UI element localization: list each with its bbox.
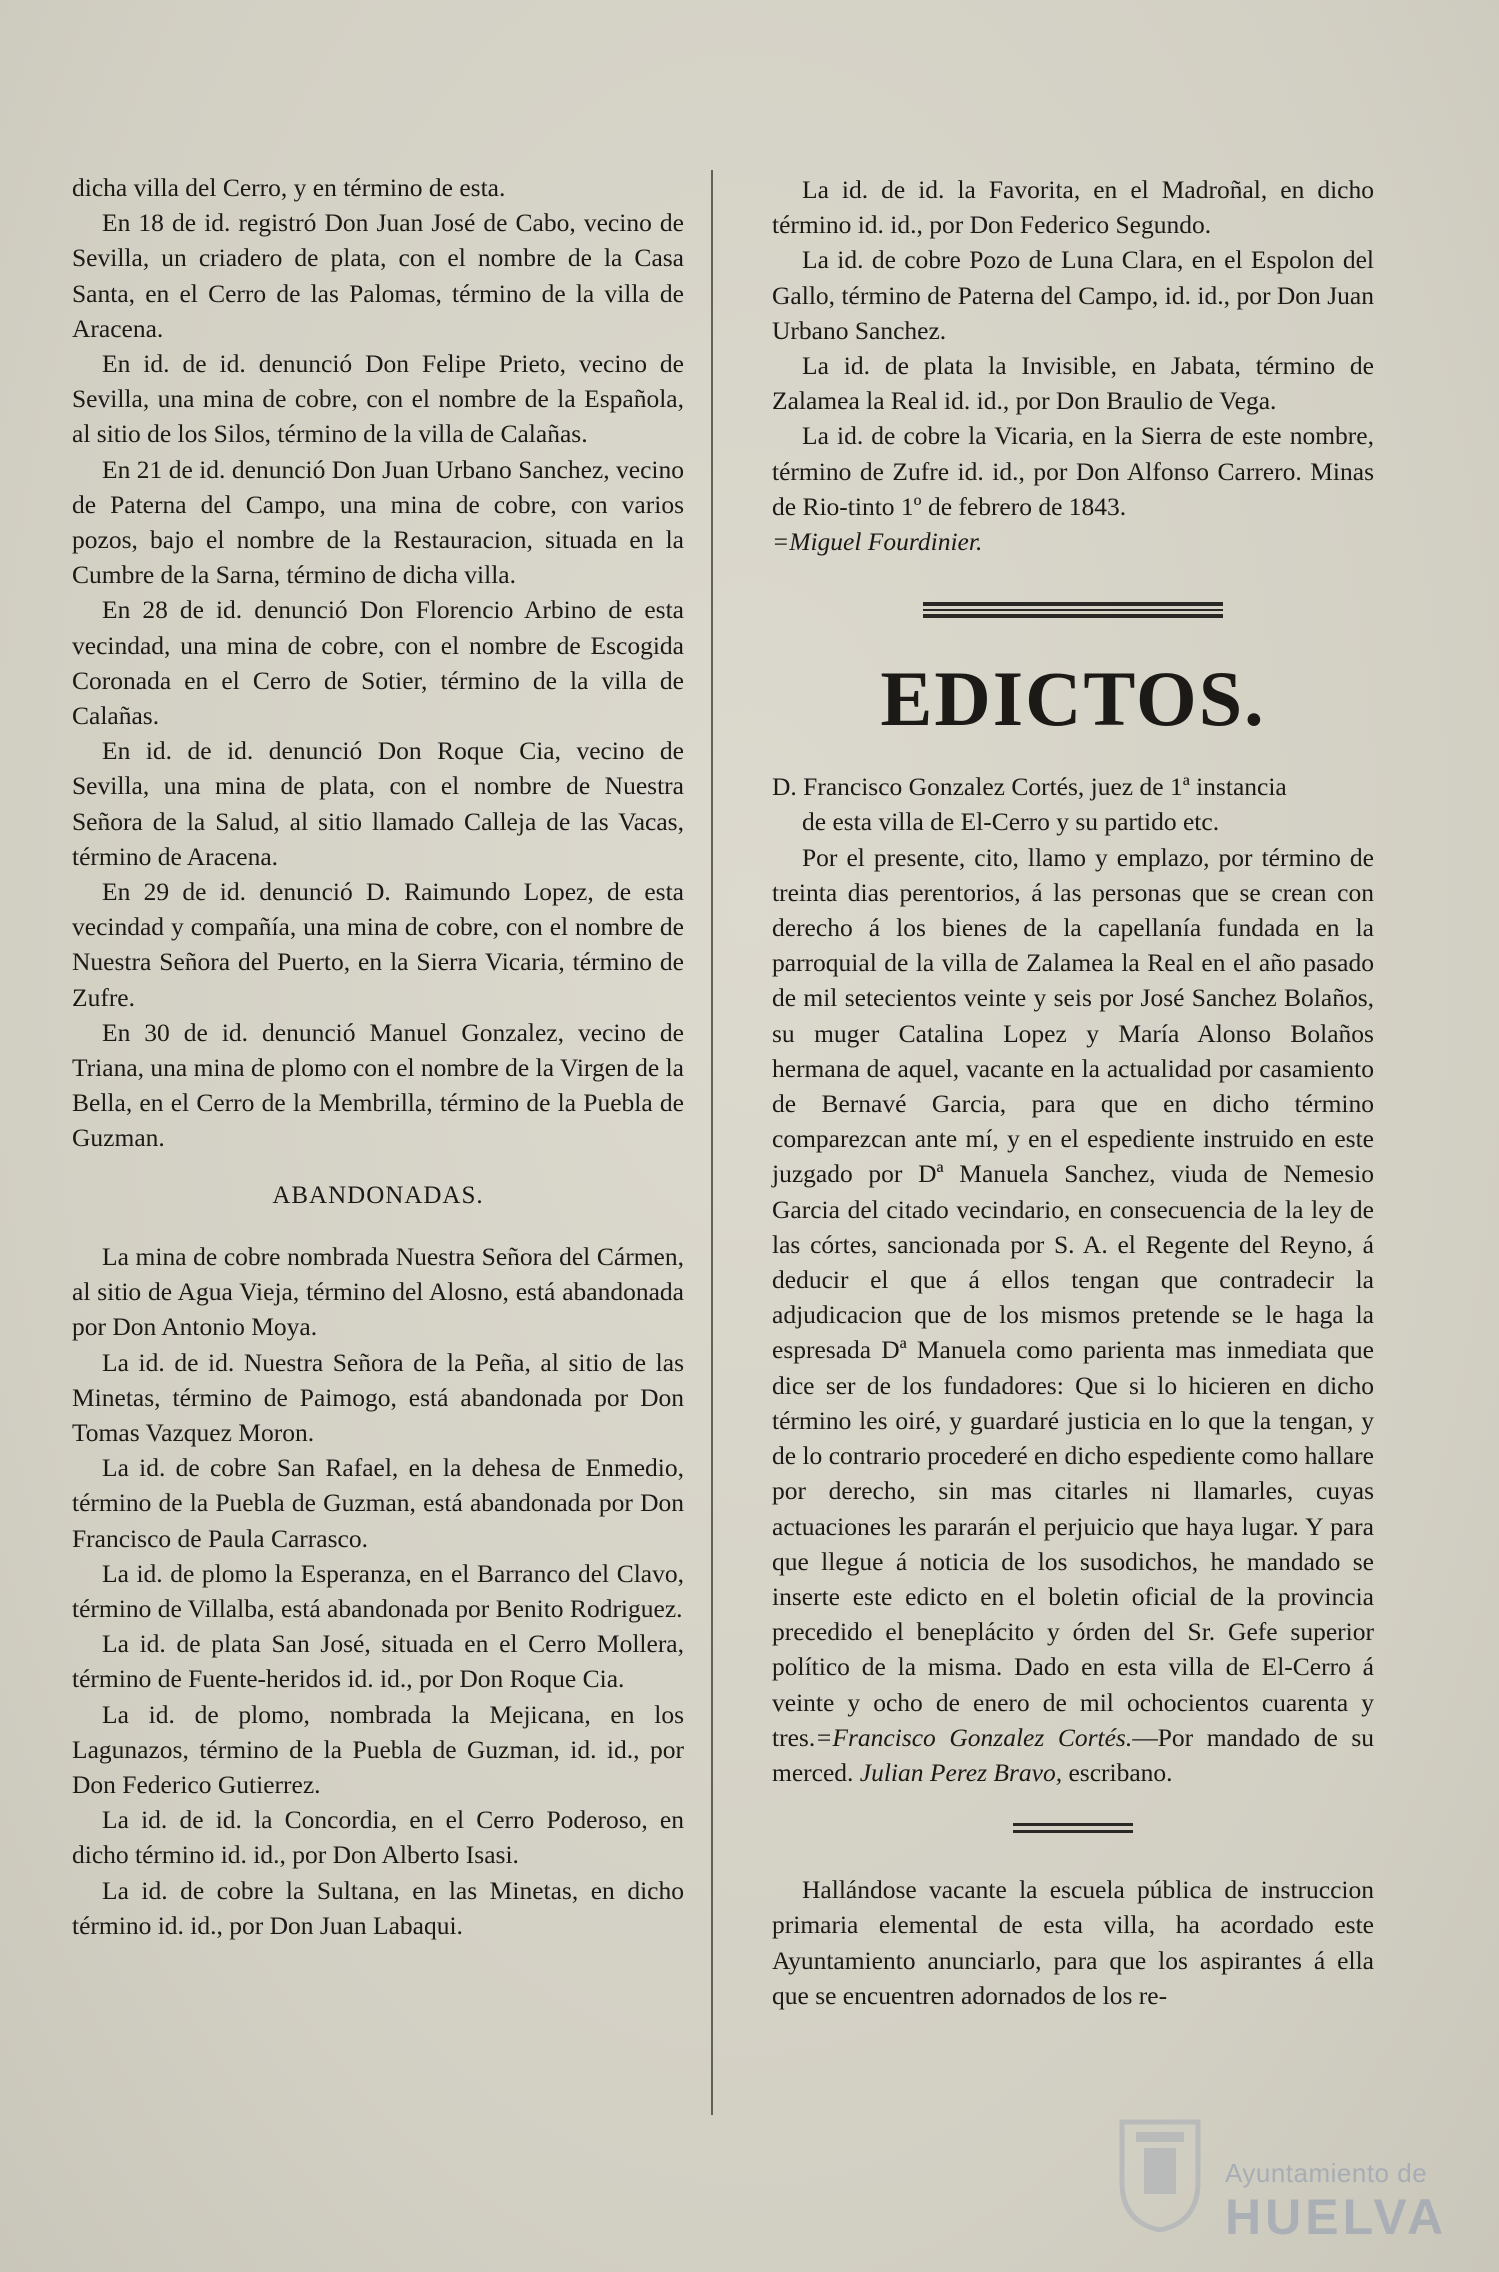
paragraph: La id. de plata San José, situada en el Cerro Mollera, término de Fuente-heridos id. id., por Don Roque Cia. — [72, 1629, 684, 1694]
paragraph: En 29 de id. denunció D. Raimundo Lopez, de esta vecindad y compañía, una mina de cobre, con el nombre de Nuestra Señora del Puerto, en la Sierra Vicaria, término de Zufre. — [72, 877, 684, 1012]
paragraph: En id. de id. denunció Don Roque Cia, vecino de Sevilla, una mina de plata, con el nombre de Nuestra Señora de la Salud, al sitio llamado Calleja de las Vacas, término de Aracena. — [72, 736, 684, 871]
paragraph: La id. de plomo la Esperanza, en el Barranco del Clavo, término de Villalba, está abandonada por Benito Rodriguez. — [72, 1558, 684, 1623]
paragraph: En 21 de id. denunció Don Juan Urbano Sanchez, vecino de Paterna del Campo, una mina de cobre, con varios pozos, bajo el nombre de la Restauracion, situada en la Cumbre de la Sarna, término de dicha villa. — [72, 454, 684, 590]
edicto-signature-judge: =Francisco Gonzalez Cortés. — [815, 1722, 1133, 1752]
escuela-paragraph: Hallándose vacante la escuela pública de instruccion primaria elemental de esta villa, ha acordado este Ayuntamiento anunciarlo, para que los aspirantes á ella que se encuentren adornados de los re- — [772, 1875, 1374, 2010]
right-column — [772, 172, 1374, 2013]
edictos-title: EDICTOS. — [880, 655, 1266, 743]
paragraph: En id. de id. denunció Don Felipe Prieto, vecino de Sevilla, una mina de cobre, con el nombre de la Española, al sitio de los Silos, término de la villa de Calañas. — [72, 349, 684, 449]
paragraph: En 18 de id. registró Don Juan José de Cabo, vecino de Sevilla, un criadero de plata, con el nombre de la Casa Santa, en el Cerro de las Palomas, término de la villa de Aracena. — [72, 208, 684, 343]
paragraph: En 28 de id. denunció Don Florencio Arbino de esta vecindad, una mina de cobre, con el nombre de Escogida Coronada en el Cerro de Sotier, término de la villa de Calañas. — [72, 595, 684, 731]
paragraph: La id. de cobre Pozo de Luna Clara, en el Espolon del Gallo, término de Paterna del Campo, id. id., por Don Juan Urbano Sanchez. — [772, 245, 1374, 345]
edicto-opening-cont: de esta villa de El-Cerro y su partido etc. — [802, 807, 1220, 837]
ornament-rule — [923, 599, 1223, 621]
edicto-signature-mid: —Por mandado de su merced. — [772, 1722, 1375, 1787]
abandonadas-heading: ABANDONADAS. — [272, 1181, 484, 1209]
paragraph: La mina de cobre nombrada Nuestra Señora del Cármen, al sitio de Agua Vieja, término del Alosno, está abandonada por Don Antonio Moya. — [72, 1241, 684, 1342]
paragraph: La id. de id. la Concordia, en el Cerro Poderoso, en dicho término id. id., por Don Alberto Isasi. — [72, 1805, 684, 1870]
paragraph: La id. de plata la Invisible, en Jabata, término de Zalamea la Real id. id., por Don Braulio de Vega. — [772, 351, 1374, 416]
city-seal-icon — [1112, 2112, 1208, 2232]
paragraph: En 30 de id. denunció Manuel Gonzalez, vecino de Triana, una mina de plomo con el nombre de la Virgen de la Bella, en el Cerro de la Membrilla, término de la Puebla de Guzman. — [72, 1017, 684, 1153]
paragraph: La id. de cobre la Vicaria, en la Sierra de este nombre, término de Zufre id. id., por Don Alfonso Carrero. Minas de Rio-tinto 1º de febrero de 1843. — [772, 421, 1374, 521]
paragraph: La id. de id. la Favorita, en el Madroñal, en dicho término id. id., por Don Federico Segundo. — [772, 175, 1374, 240]
paragraph: dicha villa del Cerro, y en término de esta. — [72, 173, 506, 202]
edicto-body-text: Por el presente, cito, llamo y emplazo, por término de treinta dias perentorios, á las personas que se crean con derecho á los bienes de la capellanía fundada en la parroquial de la villa de Zalamea la Real en el año pasado de mil setecientos veinte y seis por José Sanchez Bolaños, su muger Catalina Lopez y María Alonso Bolaños hermana de aquel, vacante en la actualidad por casamiento de Bernavé Garcia, para que en dicho término comparezcan ante mí, y en el espediente instruido en este juzgado por Dª Manuela Sanchez, viuda de Nemesio Garcia del citado vecindario, en consecuencia de la ley de las córtes, sancionada por S. A. el Regente del Reyno, á deducir el que á ellos tengan que contradecir la adjudicacion que de los mismos pretende se le haga la espresada Dª Manuela como parienta mas inmediata que dice ser de los fundadores: Que si lo hicieren en dicho término les oiré, y guardaré justicia en lo que la tengan, y de lo contrario procederé en dicho espediente como hallare por derecho, sin mas citarles ni llamarles, cuyas actuaciones les pararán el perjuicio que haya lugar. Y para que llegue á noticia de los susodichos, he mandado se inserte este edicto en el boletin oficial de la provincia precedido el beneplácito y órden del Sr. Gefe superior político de la misma. Dado en esta villa de El-Cerro á veinte y ocho de enero de mil ochocientos cuarenta y tres. — [772, 842, 1374, 1752]
column-divider — [711, 170, 713, 2115]
signature: =Miguel Fourdinier. — [772, 527, 983, 557]
left-column — [72, 170, 684, 1943]
paragraph: La id. de plomo, nombrada la Mejicana, en los Lagunazos, término de la Puebla de Guzman, id. id., por Don Federico Gutierrez. — [72, 1699, 684, 1799]
ornament-small-rule — [1013, 1820, 1133, 1836]
edicto-signature-clerk: Julian Perez Bravo, — [859, 1757, 1063, 1787]
edicto-opening: D. Francisco Gonzalez Cortés, juez de 1ª instancia — [772, 772, 1287, 802]
paragraph: La id. de cobre San Rafael, en la dehesa de Enmedio, término de la Puebla de Guzman, está abandonada por Don Francisco de Paula Carrasco. — [72, 1453, 684, 1553]
paragraph: La id. de cobre la Sultana, en las Minetas, en dicho término id. id., por Don Juan Labaqui. — [72, 1875, 684, 1940]
watermark-line2: HUELVA — [1225, 2189, 1448, 2245]
edicto-signature-end: escribano. — [1062, 1757, 1173, 1787]
edicto-body — [772, 840, 1374, 1790]
paragraph: La id. de id. Nuestra Señora de la Peña, al sitio de las Minetas, término de Paimogo, está abandonada por Don Tomas Vazquez Moron. — [72, 1347, 684, 1447]
watermark-line1: Ayuntamiento de — [1225, 2158, 1428, 2188]
